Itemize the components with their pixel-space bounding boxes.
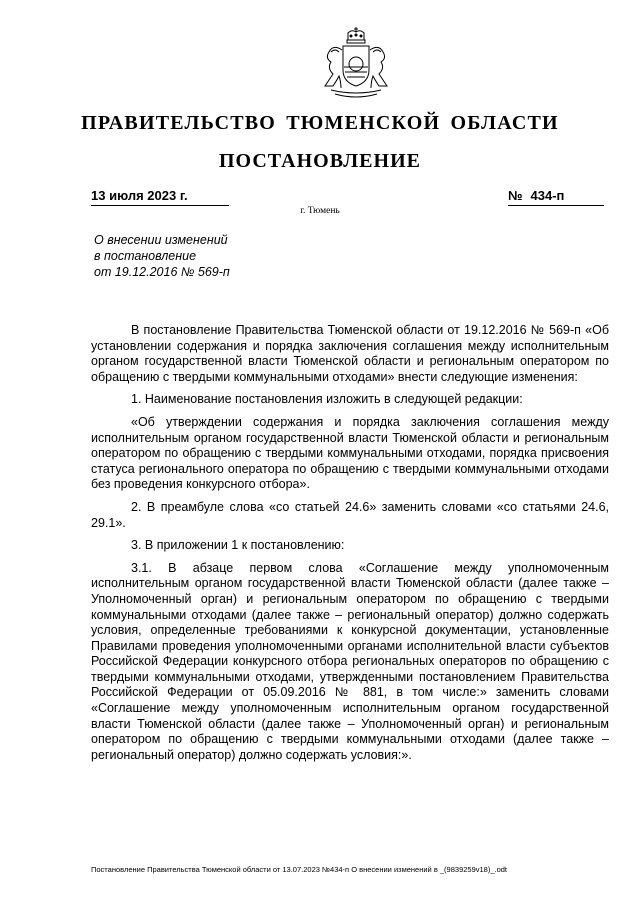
document-number-line (508, 188, 604, 206)
body-paragraph: 2. В преамбуле слова «со статьей 24.6» заменить словами «со статьями 24.6, 29.1». (91, 499, 609, 530)
subject-line: от 19.12.2016 № 569-п (94, 265, 230, 279)
government-title: ПРАВИТЕЛЬСТВО ТЮМЕНСКОЙ ОБЛАСТИ (81, 112, 559, 134)
city-name: г. Тюмень (300, 206, 340, 216)
document-body (91, 323, 609, 770)
document-number: 434-п (530, 188, 565, 203)
body-paragraph: 3. В приложении 1 к постановлению: (131, 538, 345, 553)
number-label: № (508, 188, 523, 203)
body-paragraph: В постановление Правительства Тюменской области от 19.12.2016 № 569-п «Об установлении содержания и порядка заключения соглашения между исполнительным органом государственной власти Тюменской области и региональным оператором по обращению с твердыми коммунальными отходами» внести следующие изменения: (91, 323, 609, 384)
body-paragraph: 3.1. В абзаце первом слова «Соглашение между уполномоченным исполнительным органом государственной власти Тюменской области (далее также – Уполномоченный орган) и региональным оператором по обращению с твердыми коммунальными отходами (далее также – региональный оператор) должно содержать условия, определенные требованиями к конкурсной документации, установленные Правилами проведения уполномоченными органами исполнительной власти субъектов Российской Федерации конкурсного отбора региональных операторов по обращению с твердыми коммунальными отходами, утвержденными постановлением Правительства Российской Федерации от 05.09.2016 № 881, в том числе:» заменить словами «Соглашение между уполномоченным исполнительным органом государственной власти Тюменской области (далее также – Уполномоченный орган) и региональным оператором по обращению с твердыми коммунальными отходами (далее также – региональный оператор) должно содержать условия:». (91, 560, 609, 762)
page-footer: Постановление Правительства Тюменской области от 13.07.2023 №434-п О внесении изменений в _(9839259v18)_.odt (91, 865, 508, 874)
subject-line: О внесении изменений (94, 233, 228, 247)
document-date: 13 июля 2023 г. (91, 188, 229, 206)
subject-line: в постановление (94, 249, 197, 263)
coat-of-arms-emblem (311, 26, 401, 100)
document-type: ПОСТАНОВЛЕНИЕ (219, 150, 421, 172)
body-paragraph: 1. Наименование постановления изложить в следующей редакции: (131, 392, 523, 407)
document-subject (94, 232, 334, 280)
body-paragraph: «Об утверждении содержания и порядка заключения соглашения между исполнительным органом государственной власти Тюменской области и региональным оператором по обращению с твердыми коммунальными отходами, порядка присвоения статуса регионального оператора по обращению с твердыми коммунальными отходами без проведения конкурсного отбора». (91, 414, 609, 492)
